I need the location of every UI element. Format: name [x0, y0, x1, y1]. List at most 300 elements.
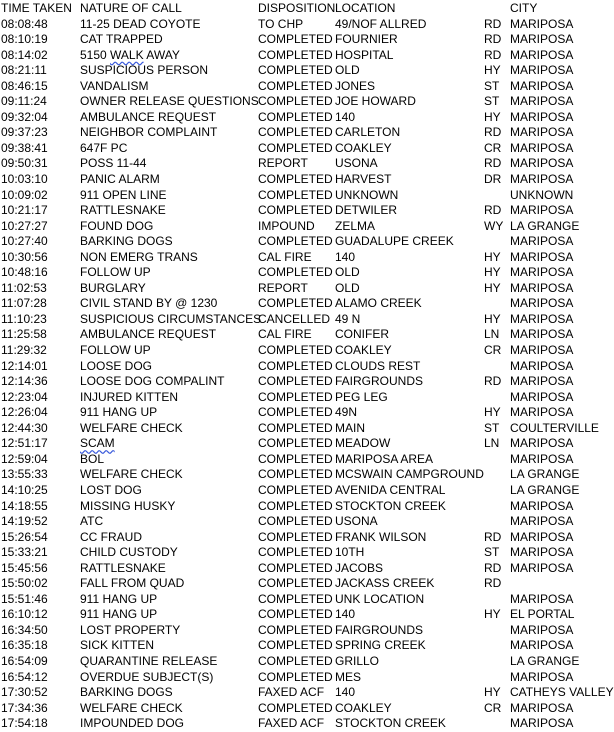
nature-cell: CC FRAUD	[80, 529, 142, 544]
location-cell: GUADALUPE CREEK	[335, 234, 454, 249]
time-cell: 09:32:04	[1, 109, 48, 124]
city-cell: MARIPOSA	[510, 265, 574, 280]
street-suffix-cell: LN	[484, 327, 500, 342]
location-cell: 140	[335, 109, 356, 124]
table-row	[0, 32, 614, 48]
nature-cell: VANDALISM	[80, 78, 149, 93]
table-row	[0, 141, 614, 157]
time-cell: 09:50:31	[1, 156, 48, 171]
location-cell: USONA	[335, 514, 378, 529]
location-cell: JACOBS	[335, 560, 384, 575]
time-cell: 10:27:27	[1, 218, 48, 233]
disposition-cell: COMPLETED	[258, 389, 333, 404]
city-cell: MARIPOSA	[510, 405, 574, 420]
street-suffix-cell: RD	[484, 560, 502, 575]
location-cell: MAIN	[335, 420, 365, 435]
table-row	[0, 17, 614, 33]
table-row	[0, 343, 614, 359]
city-cell: MARIPOSA	[510, 172, 574, 187]
location-cell: CONIFER	[335, 327, 389, 342]
time-cell: 12:59:04	[1, 451, 48, 466]
disposition-cell: IMPOUND	[258, 218, 315, 233]
time-cell: 14:19:52	[1, 514, 48, 529]
time-cell: 14:10:25	[1, 482, 48, 497]
nature-cell: SUSPICIOUS PERSON	[80, 63, 209, 78]
location-cell: MCSWAIN CAMPGROUND	[335, 467, 484, 482]
nature-cell: FOLLOW UP	[80, 343, 151, 358]
nature-cell: 5150 WALK AWAY	[80, 47, 180, 62]
table-row	[0, 592, 614, 608]
location-cell: FAIRGROUNDS	[335, 374, 424, 389]
location-cell: GRILLO	[335, 653, 380, 668]
disposition-cell: COMPLETED	[258, 234, 333, 249]
street-suffix-cell: ST	[484, 94, 500, 109]
table-row	[0, 436, 614, 452]
table-row	[0, 327, 614, 343]
city-cell: MARIPOSA	[510, 125, 574, 140]
disposition-cell: COMPLETED	[258, 560, 333, 575]
city-cell: MARIPOSA	[510, 156, 574, 171]
location-cell: MARIPOSA AREA	[335, 451, 434, 466]
city-cell: MARIPOSA	[510, 234, 574, 249]
location-cell: OLD	[335, 63, 360, 78]
table-row	[0, 172, 614, 188]
time-cell: 12:14:36	[1, 374, 48, 389]
nature-cell: IMPOUNDED DOG	[80, 716, 185, 731]
location-cell: SPRING CREEK	[335, 638, 426, 653]
street-suffix-cell: CR	[484, 343, 502, 358]
street-suffix-cell: RD	[484, 529, 502, 544]
city-cell: MARIPOSA	[510, 622, 574, 637]
time-cell: 16:54:09	[1, 653, 48, 668]
table-row	[0, 156, 614, 172]
street-suffix-cell: LN	[484, 436, 500, 451]
city-cell: MARIPOSA	[510, 436, 574, 451]
city-cell: MARIPOSA	[510, 94, 574, 109]
nature-cell: FOUND DOG	[80, 218, 154, 233]
table-row	[0, 390, 614, 406]
city-cell: MARIPOSA	[510, 32, 574, 47]
street-suffix-cell: CR	[484, 700, 502, 715]
disposition-cell: COMPLETED	[258, 343, 333, 358]
disposition-cell: COMPLETED	[258, 47, 333, 62]
nature-cell: LOOSE DOG COMPALINT	[80, 374, 225, 389]
city-cell: MARIPOSA	[510, 78, 574, 93]
nature-cell: SCAM	[80, 436, 115, 451]
disposition-cell: COMPLETED	[258, 140, 333, 155]
city-cell: MARIPOSA	[510, 591, 574, 606]
header-row	[0, 1, 614, 17]
city-cell: MARIPOSA	[510, 451, 574, 466]
nature-cell: NON EMERG TRANS	[80, 249, 198, 264]
street-suffix-cell: ST	[484, 420, 500, 435]
disposition-cell: TO CHP	[258, 16, 304, 31]
time-cell: 10:48:16	[1, 265, 48, 280]
location-cell: OLD	[335, 265, 360, 280]
location-cell: 49/NOF ALLRED	[335, 16, 427, 31]
nature-cell: LOST PROPERTY	[80, 622, 181, 637]
nature-cell: BOL	[80, 451, 105, 466]
disposition-cell: COMPLETED	[258, 498, 333, 513]
table-row	[0, 250, 614, 266]
location-cell: STOCKTON CREEK	[335, 498, 446, 513]
table-row	[0, 405, 614, 421]
location-cell: FRANK WILSON	[335, 529, 427, 544]
city-cell: MARIPOSA	[510, 327, 574, 342]
location-cell: JACKASS CREEK	[335, 576, 435, 591]
city-cell: MARIPOSA	[510, 700, 574, 715]
disposition-cell: COMPLETED	[258, 638, 333, 653]
disposition-cell: COMPLETED	[258, 358, 333, 373]
city-cell: MARIPOSA	[510, 311, 574, 326]
time-cell: 10:09:02	[1, 187, 48, 202]
table-row	[0, 188, 614, 204]
time-cell: 08:21:11	[1, 63, 47, 78]
nature-cell: 911 HANG UP	[80, 607, 158, 622]
table-row	[0, 374, 614, 390]
city-cell: CATHEYS VALLEY	[510, 685, 614, 700]
city-cell: MARIPOSA	[510, 514, 574, 529]
nature-cell: LOST DOG	[80, 482, 142, 497]
street-suffix-cell: RD	[484, 125, 502, 140]
location-cell: OLD	[335, 280, 360, 295]
table-row	[0, 561, 614, 577]
nature-cell: ATC	[80, 514, 104, 529]
city-cell: MARIPOSA	[510, 249, 574, 264]
table-row	[0, 265, 614, 281]
nature-cell: QUARANTINE RELEASE	[80, 653, 218, 668]
street-suffix-cell: HY	[484, 405, 501, 420]
table-row	[0, 312, 614, 328]
disposition-cell: COMPLETED	[258, 482, 333, 497]
street-suffix-cell: HY	[484, 280, 501, 295]
time-cell: 11:29:32	[1, 343, 47, 358]
city-cell: MARIPOSA	[510, 280, 574, 295]
city-cell: MARIPOSA	[510, 374, 574, 389]
nature-cell: 647F PC	[80, 140, 128, 155]
disposition-cell: COMPLETED	[258, 653, 333, 668]
location-cell: MES	[335, 669, 362, 684]
time-cell: 10:21:17	[1, 203, 48, 218]
city-cell: LA GRANGE	[510, 653, 580, 668]
city-cell: MARIPOSA	[510, 343, 574, 358]
table-row	[0, 514, 614, 530]
city-cell: COULTERVILLE	[510, 420, 599, 435]
table-row	[0, 499, 614, 515]
nature-cell: PANIC ALARM	[80, 172, 160, 187]
nature-cell: 911 OPEN LINE	[80, 187, 167, 202]
location-cell: MEADOW	[335, 436, 391, 451]
location-cell: ZELMA	[335, 218, 376, 233]
location-cell: 49 N	[335, 311, 361, 326]
call-rows	[0, 17, 614, 732]
table-row	[0, 670, 614, 686]
street-suffix-cell: HY	[484, 249, 501, 264]
nature-cell: LOOSE DOG	[80, 358, 153, 373]
time-cell: 15:33:21	[1, 545, 48, 560]
table-row	[0, 685, 614, 701]
disposition-cell: REPORT	[258, 280, 308, 295]
street-suffix-cell: RD	[484, 576, 502, 591]
location-cell: HOSPITAL	[335, 47, 394, 62]
header-time-taken: TIME TAKEN	[1, 1, 72, 15]
location-cell: JONES	[335, 78, 376, 93]
nature-cell: AMBULANCE REQUEST	[80, 109, 217, 124]
disposition-cell: CAL FIRE	[258, 249, 312, 264]
street-suffix-cell: RD	[484, 156, 502, 171]
street-suffix-cell: RD	[484, 203, 502, 218]
disposition-cell: COMPLETED	[258, 109, 333, 124]
city-cell: MARIPOSA	[510, 560, 574, 575]
disposition-cell: FAXED ACF	[258, 716, 325, 731]
table-row	[0, 545, 614, 561]
location-cell: CARLETON	[335, 125, 401, 140]
city-cell: MARIPOSA	[510, 47, 574, 62]
city-cell: LA GRANGE	[510, 218, 580, 233]
location-cell: JOE HOWARD	[335, 94, 416, 109]
disposition-cell: CAL FIRE	[258, 327, 312, 342]
nature-cell: 911 HANG UP	[80, 405, 158, 420]
nature-cell: SICK KITTEN	[80, 638, 155, 653]
nature-cell: BARKING DOGS	[80, 234, 173, 249]
city-cell: UNKNOWN	[510, 187, 574, 202]
table-row	[0, 576, 614, 592]
disposition-cell: COMPLETED	[258, 607, 333, 622]
disposition-cell: COMPLETED	[258, 374, 333, 389]
disposition-cell: COMPLETED	[258, 591, 333, 606]
street-suffix-cell: HY	[484, 109, 501, 124]
time-cell: 17:34:36	[1, 700, 48, 715]
table-row	[0, 359, 614, 375]
street-suffix-cell: WY	[484, 218, 504, 233]
location-cell: HARVEST	[335, 172, 392, 187]
table-row	[0, 63, 614, 79]
time-cell: 13:55:33	[1, 467, 48, 482]
disposition-cell: COMPLETED	[258, 32, 333, 47]
time-cell: 12:44:30	[1, 420, 48, 435]
time-cell: 08:10:19	[1, 32, 48, 47]
time-cell: 15:51:46	[1, 591, 48, 606]
table-row	[0, 452, 614, 468]
city-cell: MARIPOSA	[510, 16, 574, 31]
location-cell: COAKLEY	[335, 343, 392, 358]
location-cell: UNK LOCATION	[335, 591, 425, 606]
city-cell: MARIPOSA	[510, 529, 574, 544]
table-row	[0, 203, 614, 219]
city-cell: MARIPOSA	[510, 140, 574, 155]
disposition-cell: COMPLETED	[258, 669, 333, 684]
time-cell: 10:03:10	[1, 172, 48, 187]
time-cell: 12:14:01	[1, 358, 48, 373]
city-cell: MARIPOSA	[510, 203, 574, 218]
street-suffix-cell: HY	[484, 685, 501, 700]
disposition-cell: REPORT	[258, 156, 308, 171]
city-cell: MARIPOSA	[510, 638, 574, 653]
time-cell: 15:26:54	[1, 529, 48, 544]
disposition-cell: COMPLETED	[258, 545, 333, 560]
nature-cell: WELFARE CHECK	[80, 700, 183, 715]
disposition-cell: COMPLETED	[258, 576, 333, 591]
nature-cell: WELFARE CHECK	[80, 420, 183, 435]
time-cell: 17:54:18	[1, 716, 48, 731]
table-row	[0, 638, 614, 654]
header-disposition: DISPOSITION	[258, 1, 336, 15]
street-suffix-cell: DR	[484, 172, 502, 187]
disposition-cell: COMPLETED	[258, 203, 333, 218]
nature-cell: MISSING HUSKY	[80, 498, 176, 513]
time-cell: 11:07:28	[1, 296, 47, 311]
time-cell: 09:37:23	[1, 125, 48, 140]
table-row	[0, 110, 614, 126]
city-cell: MARIPOSA	[510, 669, 574, 684]
location-cell: COAKLEY	[335, 700, 392, 715]
table-row	[0, 281, 614, 297]
nature-cell: BURGLARY	[80, 280, 146, 295]
street-suffix-cell: RD	[484, 374, 502, 389]
time-cell: 16:10:12	[1, 607, 48, 622]
disposition-cell: COMPLETED	[258, 172, 333, 187]
table-row	[0, 623, 614, 639]
location-cell: FAIRGROUNDS	[335, 622, 424, 637]
city-cell: LA GRANGE	[510, 467, 580, 482]
nature-cell: CHILD CUSTODY	[80, 545, 178, 560]
city-cell: EL PORTAL	[510, 607, 575, 622]
time-cell: 17:30:52	[1, 685, 48, 700]
time-cell: 14:18:55	[1, 498, 48, 513]
nature-cell: CIVIL STAND BY @ 1230	[80, 296, 218, 311]
table-row	[0, 607, 614, 623]
disposition-cell: COMPLETED	[258, 78, 333, 93]
city-cell: MARIPOSA	[510, 545, 574, 560]
time-cell: 11:25:58	[1, 327, 47, 342]
location-cell: CLOUDS REST	[335, 358, 421, 373]
city-cell: MARIPOSA	[510, 109, 574, 124]
disposition-cell: COMPLETED	[258, 94, 333, 109]
nature-cell: AMBULANCE REQUEST	[80, 327, 217, 342]
time-cell: 09:11:24	[1, 94, 47, 109]
nature-cell: POSS 11-44	[80, 156, 147, 171]
header-city: CITY	[510, 1, 538, 15]
city-cell: LA GRANGE	[510, 482, 580, 497]
city-cell: MARIPOSA	[510, 716, 574, 731]
time-cell: 11:10:23	[1, 311, 47, 326]
time-cell: 10:27:40	[1, 234, 48, 249]
location-cell: FOURNIER	[335, 32, 398, 47]
location-cell: 140	[335, 607, 356, 622]
nature-cell: INJURED KITTEN	[80, 389, 179, 404]
nature-cell: OVERDUE SUBJECT(S)	[80, 669, 214, 684]
table-row	[0, 421, 614, 437]
location-cell: COAKLEY	[335, 140, 392, 155]
nature-cell: SUSPICIOUS CIRCUMSTANCES	[80, 311, 262, 326]
nature-cell: WELFARE CHECK	[80, 467, 183, 482]
time-cell: 12:26:04	[1, 405, 48, 420]
nature-cell: RATTLESNAKE	[80, 560, 166, 575]
disposition-cell: CANCELLED	[258, 311, 331, 326]
table-row	[0, 94, 614, 110]
street-suffix-cell: HY	[484, 311, 501, 326]
time-cell: 08:46:15	[1, 78, 48, 93]
disposition-cell: COMPLETED	[258, 514, 333, 529]
nature-cell: RATTLESNAKE	[80, 203, 166, 218]
table-row	[0, 79, 614, 95]
location-cell: 49N	[335, 405, 358, 420]
time-cell: 11:02:53	[1, 280, 47, 295]
disposition-cell: COMPLETED	[258, 265, 333, 280]
disposition-cell: COMPLETED	[258, 296, 333, 311]
location-cell: 140	[335, 249, 356, 264]
time-cell: 10:30:56	[1, 249, 48, 264]
time-cell: 15:50:02	[1, 576, 48, 591]
disposition-cell: COMPLETED	[258, 700, 333, 715]
nature-cell: FALL FROM QUAD	[80, 576, 185, 591]
location-cell: 140	[335, 685, 356, 700]
nature-cell: 911 HANG UP	[80, 591, 158, 606]
disposition-cell: COMPLETED	[258, 405, 333, 420]
time-cell: 16:35:18	[1, 638, 48, 653]
table-row	[0, 125, 614, 141]
time-cell: 15:45:56	[1, 560, 48, 575]
time-cell: 16:54:12	[1, 669, 48, 684]
location-cell: 10TH	[335, 545, 365, 560]
nature-cell: OWNER RELEASE QUESTIONS	[80, 94, 259, 109]
disposition-cell: COMPLETED	[258, 436, 333, 451]
disposition-cell: COMPLETED	[258, 63, 333, 78]
nature-cell: NEIGHBOR COMPLAINT	[80, 125, 218, 140]
table-row	[0, 219, 614, 235]
time-cell: 16:34:50	[1, 622, 48, 637]
location-cell: STOCKTON CREEK	[335, 716, 446, 731]
street-suffix-cell: HY	[484, 63, 501, 78]
street-suffix-cell: HY	[484, 607, 501, 622]
disposition-cell: COMPLETED	[258, 187, 333, 202]
street-suffix-cell: RD	[484, 32, 502, 47]
location-cell: PEG LEG	[335, 389, 388, 404]
street-suffix-cell: ST	[484, 545, 500, 560]
table-row	[0, 716, 614, 732]
location-cell: AVENIDA CENTRAL	[335, 482, 446, 497]
street-suffix-cell: ST	[484, 78, 500, 93]
table-row	[0, 234, 614, 250]
street-suffix-cell: RD	[484, 16, 502, 31]
table-row	[0, 296, 614, 312]
nature-cell: FOLLOW UP	[80, 265, 151, 280]
location-cell: ALAMO CREEK	[335, 296, 422, 311]
nature-cell: BARKING DOGS	[80, 685, 173, 700]
time-cell: 12:23:04	[1, 389, 48, 404]
time-cell: 08:14:02	[1, 47, 48, 62]
location-cell: USONA	[335, 156, 378, 171]
disposition-cell: COMPLETED	[258, 467, 333, 482]
header-nature-of-call: NATURE OF CALL	[80, 1, 182, 15]
nature-cell: CAT TRAPPED	[80, 32, 163, 47]
table-row	[0, 467, 614, 483]
table-row	[0, 530, 614, 546]
disposition-cell: COMPLETED	[258, 622, 333, 637]
city-cell: MARIPOSA	[510, 498, 574, 513]
disposition-cell: COMPLETED	[258, 125, 333, 140]
table-row	[0, 654, 614, 670]
disposition-cell: FAXED ACF	[258, 685, 325, 700]
table-row	[0, 48, 614, 64]
street-suffix-cell: HY	[484, 265, 501, 280]
city-cell: MARIPOSA	[510, 63, 574, 78]
header-location: LOCATION	[335, 1, 396, 15]
time-cell: 09:38:41	[1, 140, 48, 155]
location-cell: DETWILER	[335, 203, 398, 218]
location-cell: UNKNOWN	[335, 187, 399, 202]
city-cell: MARIPOSA	[510, 358, 574, 373]
